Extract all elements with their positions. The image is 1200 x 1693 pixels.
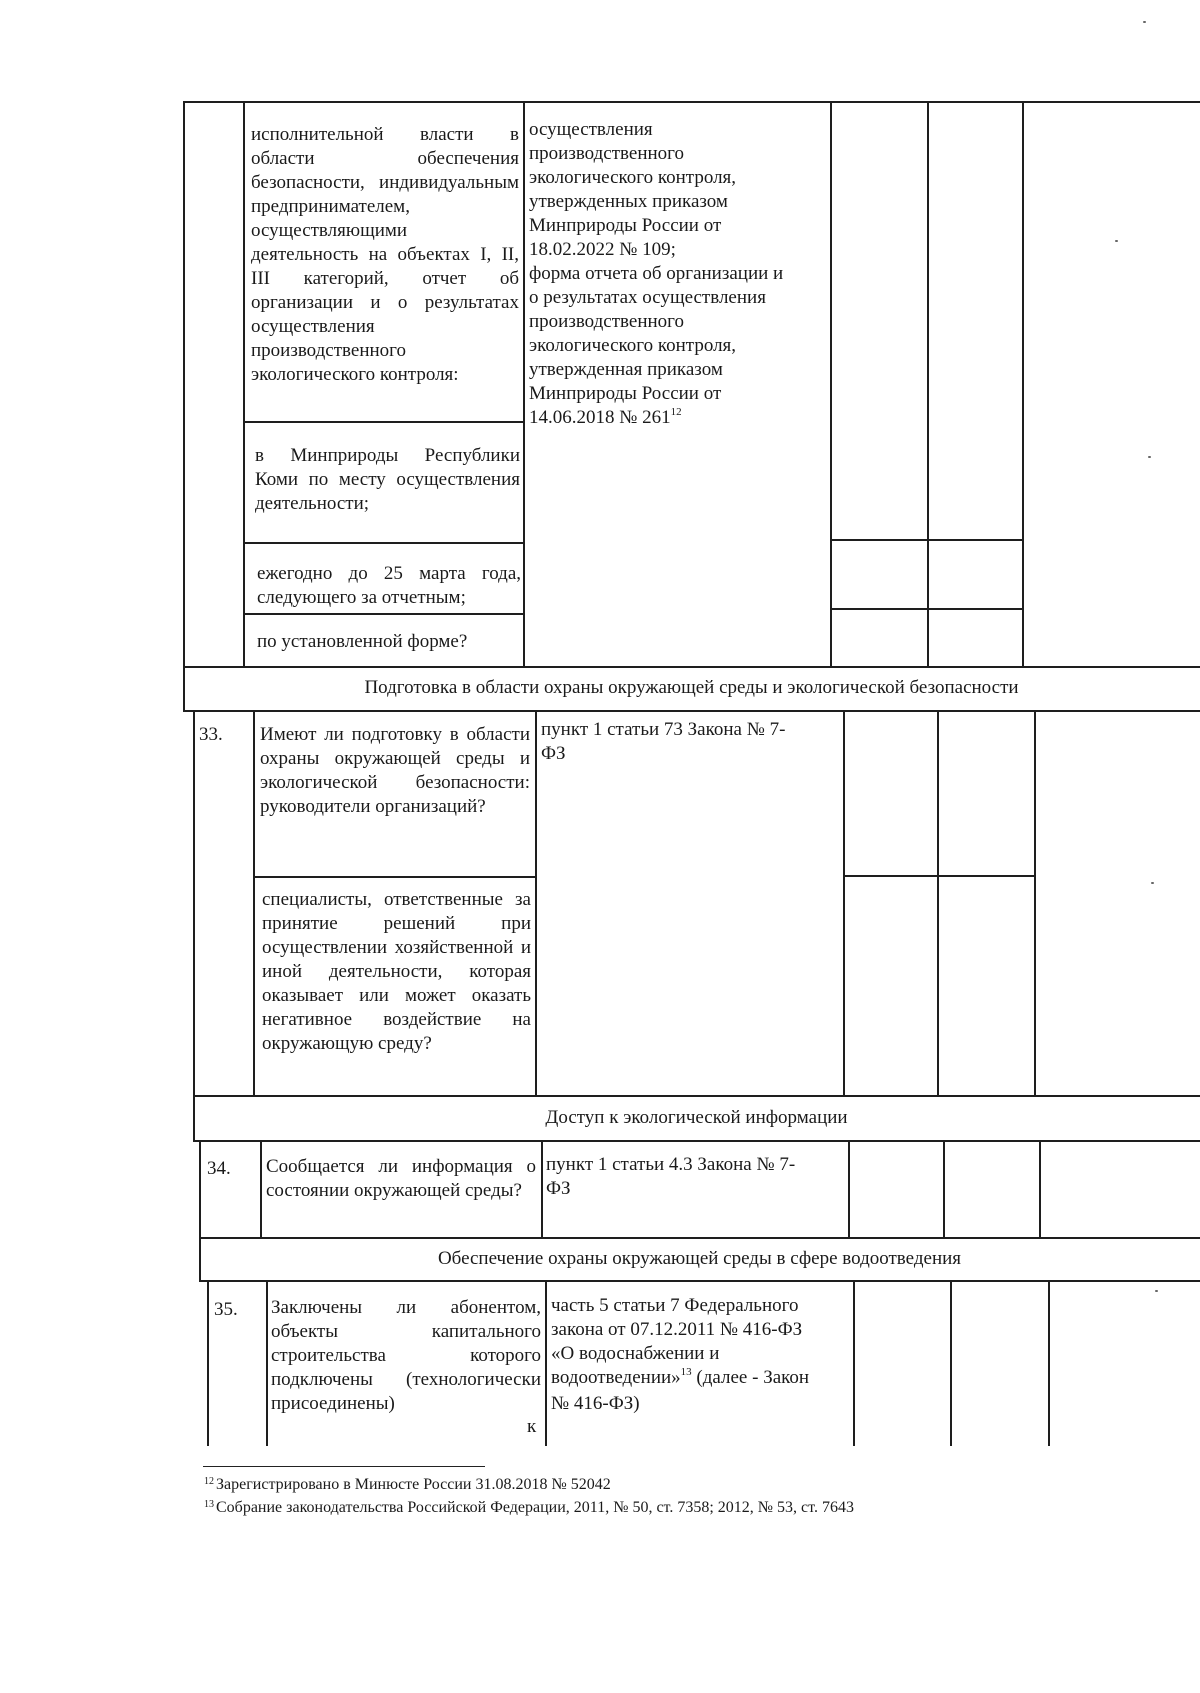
scan-speck [1151, 882, 1154, 884]
footnote-separator [203, 1466, 485, 1467]
row-34-requirement: Сообщается ли информация о состоянии окружающей среды? [266, 1156, 536, 1201]
row-number-35: 35. [214, 1299, 238, 1320]
footnote-13: $^{13}$ Собрание законодательства Российской Федерации, 2011, № 50, ст. 7358; 2012, № 53, ст. 7643 [204, 1499, 854, 1516]
requirement-continued-text: исполнительной власти в области обеспечения безопасности, индивидуальным предпринимателем, осуществляющими деятельность на объектах I, II, III категорий, отчет об организации и о результатах осуществления производственного экологического контроля: [251, 124, 519, 385]
row-35-reference: часть 5 статьи 7 Федерального закона от 07.12.2011 № 416-ФЗ «О водоснабжении и водоотведении»$^{13}$ (далее - Закон № 416-ФЗ) [551, 1295, 810, 1414]
scan-speck [1143, 21, 1146, 23]
section-heading-training: Подготовка в области охраны окружающей среды и экологической безопасности [364, 677, 1019, 698]
requirement-deadline-text: ежегодно до 25 марта года, следующего за отчетным; [257, 563, 521, 608]
scan-speck [1155, 1290, 1158, 1292]
scan-speck [1148, 456, 1151, 458]
requirement-recipient-text: в Минприроды Республики Коми по месту осуществления деятельности; [255, 445, 520, 514]
row-33-reference: пункт 1 статьи 73 Закона № 7- ФЗ [541, 719, 786, 764]
footnote-12: $^{12}$ Зарегистрировано в Минюсте России 31.08.2018 № 52042 [204, 1476, 611, 1493]
row-35-requirement-tail: к [527, 1416, 537, 1437]
row-number-33: 33. [199, 724, 223, 745]
section-heading-access: Доступ к экологической информации [545, 1107, 848, 1128]
footnote-mark-12: 12 [670, 406, 682, 418]
footnote-mark-13: 13 [680, 1366, 692, 1378]
row-35-requirement: Заключены ли абонентом, объекты капитального строительства которого подключены (технологически присоединены) [271, 1297, 541, 1414]
row-number-34: 34. [207, 1158, 231, 1179]
reference-continued-text: осуществления производственного экологического контроля, утвержденных приказом Минприроды России от 18.02.2022 № 109; форма отчета об организации и о результатах осуществления производственного экологического контроля, утвержденная приказом Минприроды России от 14.06.2018 № $261^{12}$ [529, 119, 784, 428]
row-33-requirement-managers: Имеют ли подготовку в области охраны окружающей среды и экологической безопасности: руководители организаций? [260, 724, 530, 817]
section-heading-water: Обеспечение охраны окружающей среды в сфере водоотведения [437, 1248, 962, 1269]
row-33-requirement-specialists: специалисты, ответственные за принятие решений при осуществлении хозяйственной и иной деятельности, которая оказывает или может оказать негативное воздействие на окружающую среду? [262, 889, 531, 1054]
scan-speck [1115, 240, 1118, 242]
row-34-reference: пункт 1 статьи 4.3 Закона № 7- ФЗ [546, 1154, 796, 1199]
requirement-form-text: по установленной форме? [257, 631, 468, 652]
